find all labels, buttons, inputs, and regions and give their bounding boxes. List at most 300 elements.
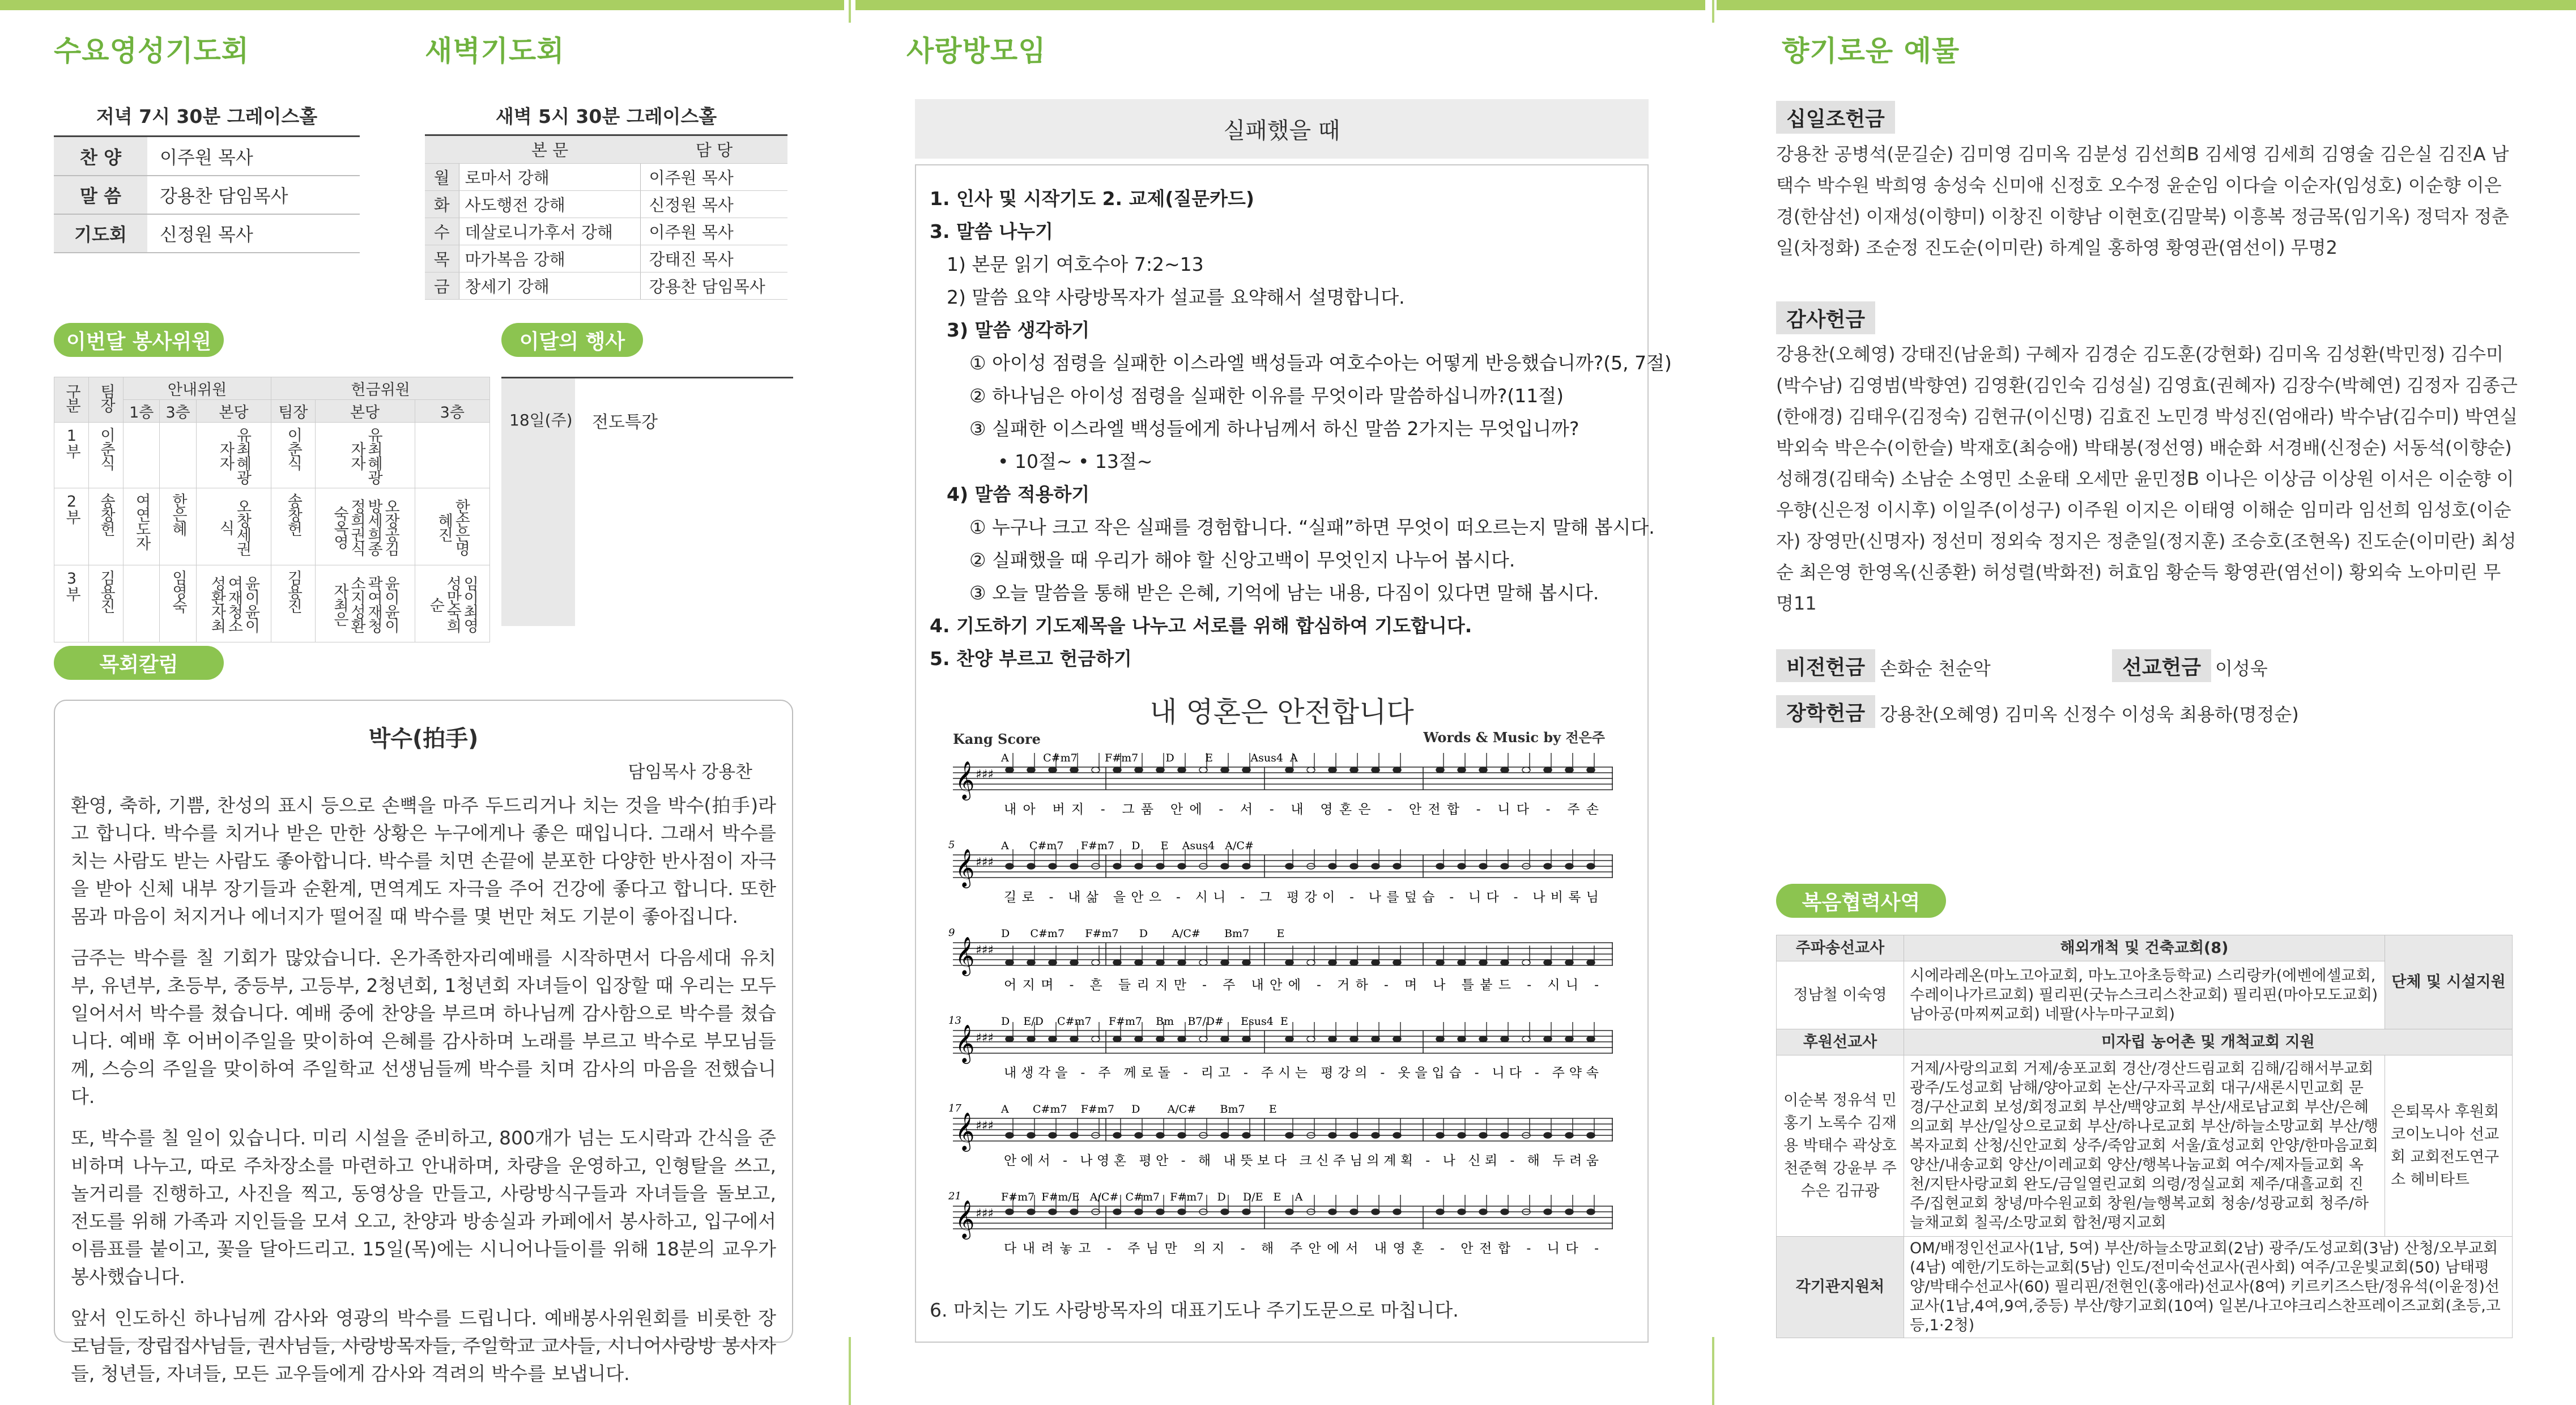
note-head bbox=[1436, 863, 1444, 869]
divider-top-2 bbox=[1712, 0, 1714, 23]
tithe-tag: 십일조헌금 bbox=[1776, 101, 1895, 134]
dawn-text: 사도행전 강해 bbox=[459, 190, 641, 218]
mt-r3-body: OM/배정인선교사(1남, 5여) 부산/하늘소망교회(2남) 광주/도성교회(3남) 산청/오부교회(4남) 예한/기도하는교회(5남) 인도/전미숙선교사(권사회) 여주/고운빛교회(50) 남태평양/박태수선교사(60) 필리핀/전현인(홍애라)선교사(8여) 키르키즈스탄/정유석(이윤정)선교사(1남,4여,9여,중등) 부산/향기교회(10여) 일본/나고야크리스찬프레이즈교회(초등,고등,1·2청) bbox=[1904, 1237, 2513, 1338]
mt-r1-overseas: 시에라레온(마노고아교회, 마노고아초등학교) 스리랑카(에벤에셀교회,수레이나가르교회) 필리핀(굿뉴스크리스찬교회) 필리핀(마아모도교회) 남아공(마찌찌교회) 네팔(사누마구교회) bbox=[1904, 961, 2385, 1029]
note-head bbox=[1092, 960, 1100, 965]
key-signature-icon: ♯♯♯ bbox=[976, 1031, 994, 1045]
note-head bbox=[1049, 1209, 1057, 1215]
dawn-text: 로마서 강해 bbox=[459, 163, 641, 190]
note-head bbox=[1458, 1132, 1466, 1138]
note-head bbox=[1135, 1036, 1143, 1042]
staff-cell-main2 bbox=[315, 565, 415, 642]
note-head bbox=[1049, 863, 1057, 869]
study-item: ① 누구나 크고 작은 실패를 경험합니다. “실패”하면 무엇이 떠오르는지 말해 봅시다. bbox=[969, 516, 1655, 538]
staff-cell-main bbox=[196, 488, 271, 565]
column-pill: 목회칼럼 bbox=[54, 646, 224, 680]
mt-r1-missionary: 정남철 이숙영 bbox=[1777, 961, 1904, 1029]
wed-row-label: 기도회 bbox=[54, 214, 147, 253]
note-head bbox=[1178, 1209, 1186, 1215]
note-head bbox=[1307, 767, 1315, 773]
note-head bbox=[1242, 1209, 1250, 1215]
note-head bbox=[1285, 1209, 1293, 1215]
note-head bbox=[1006, 1132, 1014, 1138]
staff-text-f3b: 임이최영성만숙희순 bbox=[427, 576, 479, 632]
note-head bbox=[1587, 863, 1595, 869]
note-head bbox=[1092, 767, 1100, 773]
staff-text-main2: 윤이윤이곽여재청소지성환자최은 bbox=[331, 576, 400, 632]
note-head bbox=[1350, 960, 1358, 965]
study-box bbox=[915, 164, 1672, 1343]
dawn-head-blank bbox=[425, 136, 459, 163]
dawn-text: 데살로니가후서 강해 bbox=[459, 218, 641, 245]
staff-cell-div bbox=[54, 488, 89, 565]
lyrics-line: 어지며 - 흔 들리지만 - 주 내안에 - 거하 - 며 나 틀붙드 - 시니 - bbox=[1004, 978, 1599, 993]
staff-text-div: 2부 bbox=[63, 493, 80, 523]
note-head bbox=[1156, 767, 1164, 773]
dawn-day: 금 bbox=[425, 272, 459, 299]
note-head bbox=[1501, 1036, 1509, 1042]
column-para-4: 앞서 인도하신 하나님께 감사와 영광의 박수를 드립니다. 예배봉사위원회를 비롯한 장로님들, 장립집사님들, 권사님들, 사랑방목자들, 주일학교 교사들, 시니어사랑방 봉사자들, 청년들, 자녀들, 모든 교우들에게 감사와 격려의 박수를 보냅니다. bbox=[71, 1307, 776, 1385]
note-head bbox=[1199, 1036, 1207, 1042]
staff-text-f3: 임영숙 bbox=[169, 570, 188, 612]
study-item: ② 실패했을 때 우리가 해야 할 신앙고백이 무엇인지 나누어 봅시다. bbox=[969, 549, 1515, 571]
dawn-service-block bbox=[425, 102, 787, 300]
staff-cell-main2 bbox=[315, 488, 415, 565]
top-bar-center bbox=[855, 0, 1705, 10]
note-head bbox=[1135, 1209, 1143, 1215]
note-head bbox=[1156, 863, 1164, 869]
column-para-3: 또, 박수를 칠 일이 있습니다. 미리 시설을 준비하고, 800개가 넘는 도시락과 간식을 준비하며 나누고, 따로 주차장소를 마련하고 안내하며, 차량을 운영하고, 인형탈을 쓰고, 놀거리를 진행하고, 사진을 찍고, 동영상을 만들고, 사랑방식구들과 자녀들을 돌보고, 전도를 위해 가족과 지인들을 모셔 오고, 찬양과 방송실과 카페에서 봉사하고, 입구에서 이름표를 붙이고, 꽃을 달아드리고. 15일(목)에는 시니어나들이를 위해 18분의 교우가 봉사했습니다. bbox=[71, 1127, 776, 1288]
note-head bbox=[1070, 1036, 1078, 1042]
note-head bbox=[1113, 863, 1121, 869]
bar-number: 5 bbox=[948, 839, 955, 851]
note-head bbox=[1587, 1132, 1595, 1138]
note-head bbox=[1479, 1036, 1487, 1042]
wed-caption: 저녁 7시 30분 그레이스홀 bbox=[54, 102, 360, 137]
treble-clef-icon: 𝄞 bbox=[955, 848, 975, 887]
note-head bbox=[1070, 767, 1078, 773]
staff-head-team: 팀장 bbox=[97, 384, 115, 412]
staff-cell-main bbox=[196, 565, 271, 642]
thanks-tag: 감사헌금 bbox=[1776, 301, 1875, 334]
note-head bbox=[1565, 767, 1573, 773]
key-signature-icon: ♯♯♯ bbox=[976, 943, 994, 957]
note-head bbox=[1092, 1036, 1100, 1042]
staff-head-f1: 1층 bbox=[124, 400, 160, 423]
note-head bbox=[1544, 1036, 1552, 1042]
dawn-day: 목 bbox=[425, 245, 459, 272]
study-item: 4) 말씀 적용하기 bbox=[947, 483, 1090, 505]
note-head bbox=[1565, 1036, 1573, 1042]
note-head bbox=[1587, 767, 1595, 773]
note-head bbox=[1329, 1132, 1336, 1138]
column-body bbox=[71, 791, 776, 1387]
note-head bbox=[1372, 863, 1379, 869]
chord-symbols: A C#m7 F#m7 D E Asus4 A/C# bbox=[1001, 840, 1254, 852]
staff-cell-f3b bbox=[415, 488, 489, 565]
note-head bbox=[1587, 1036, 1595, 1042]
staff-cell-leader bbox=[271, 565, 315, 642]
staff-text-main: 유최혜광자자 bbox=[216, 427, 252, 484]
song-title: 내 영혼은 안전합니다 bbox=[1149, 696, 1414, 729]
note-head bbox=[1285, 767, 1293, 773]
dawn-row bbox=[425, 272, 787, 299]
note-head bbox=[1544, 1209, 1552, 1215]
note-head bbox=[1242, 767, 1250, 773]
dawn-head-lead: 담 당 bbox=[641, 136, 787, 163]
column-para-1: 환영, 축하, 기쁨, 찬성의 표시 등으로 손뼉을 마주 두드리거나 치는 것을 박수(拍手)라고 합니다. 박수를 치거나 받은 만한 상황은 누구에게나 좋은 때입니다. 그래서 박수를 치는 사람도 받는 사람도 좋아합니다. 박수를 치면 손끝에 분포한 다양한 반사점이 자극을 받아 신체 내부 장기들과 순환계, 면역계도 자극을 주어 건강에 좋다고 합니다. 또한 몸과 마음이 처지거나 에너지가 떨어질 때 박수를 몇 번만 쳐도 기분이 좋아집니다. bbox=[71, 794, 776, 927]
mt-head-rural: 미자립 농어촌 및 개척교회 지원 bbox=[1904, 1029, 2513, 1055]
staff-text-team: 김용진 bbox=[97, 570, 115, 612]
note-head bbox=[1113, 1036, 1121, 1042]
staff-cell-leader bbox=[271, 488, 315, 565]
study-item: ① 아이성 점령을 실패한 이스라엘 백성들과 여호수아는 어떻게 반응했습니까?(5, 7절) bbox=[969, 352, 1672, 374]
staff-cell-f1 bbox=[124, 488, 160, 565]
note-head bbox=[1006, 767, 1014, 773]
wed-table bbox=[54, 137, 360, 253]
note-head bbox=[1522, 1036, 1530, 1042]
note-head bbox=[1565, 1209, 1573, 1215]
staff-head-main2: 본당 bbox=[315, 400, 415, 423]
vision-names: 손화순 천순악 bbox=[1880, 658, 1991, 679]
mt-head-overseas: 해외개척 및 건축교회(8) bbox=[1904, 935, 2385, 961]
mt-head-missionary: 주파송선교사 bbox=[1777, 935, 1904, 961]
staff-row bbox=[54, 565, 490, 642]
event-date: 18일(주) bbox=[509, 411, 573, 429]
staff-cell-f1 bbox=[124, 565, 160, 642]
dawn-row bbox=[425, 190, 787, 218]
note-head bbox=[1544, 1132, 1552, 1138]
dawn-row bbox=[425, 218, 787, 245]
note-head bbox=[1242, 1036, 1250, 1042]
dawn-table bbox=[425, 136, 787, 300]
note-head bbox=[1006, 1036, 1014, 1042]
staff-text-div: 3부 bbox=[63, 570, 80, 601]
staff-cell-div bbox=[54, 423, 89, 488]
bar-number: 17 bbox=[948, 1102, 961, 1114]
lyrics-line: 길로 - 내삶 을안으 - 시니 - 그 평강이 - 나를덮습 - 니다 - 나비록님 bbox=[1004, 890, 1599, 905]
dawn-lead: 강용찬 담임목사 bbox=[641, 272, 787, 299]
note-head bbox=[1479, 767, 1487, 773]
note-head bbox=[1436, 767, 1444, 773]
note-head bbox=[1027, 1036, 1035, 1042]
note-head bbox=[1393, 960, 1401, 965]
staff-head-guide: 안내위원 bbox=[124, 377, 271, 400]
staff-cell-team bbox=[89, 565, 124, 642]
staff-system bbox=[947, 1095, 1616, 1182]
key-signature-icon: ♯♯♯ bbox=[976, 1207, 994, 1221]
note-head bbox=[1329, 1036, 1336, 1042]
note-head bbox=[1501, 863, 1509, 869]
note-head bbox=[1178, 767, 1186, 773]
staff-row bbox=[54, 423, 490, 488]
note-head bbox=[1329, 960, 1336, 965]
staff-cell-f3b bbox=[415, 565, 489, 642]
mt-r2-supported: 이순복 정유석 민홍기 노록수 김재용 박태수 곽상호 천준혁 강윤부 주수은 김규광 bbox=[1777, 1055, 1904, 1237]
treble-clef-icon: 𝄞 bbox=[955, 936, 975, 974]
note-head bbox=[1458, 1036, 1466, 1042]
note-head bbox=[1221, 1036, 1229, 1042]
dawn-caption: 새벽 5시 30분 그레이스홀 bbox=[425, 102, 787, 136]
mt-r2-groups: 은퇴목사 후원회 코이노니아 선교회 교회전도연구소 헤비타트 bbox=[2385, 1055, 2513, 1237]
staff-cell-team bbox=[89, 488, 124, 565]
staff-text-leader: 송창헌 bbox=[284, 493, 303, 535]
dawn-prayer-title: 새벽기도회 bbox=[425, 35, 565, 67]
dawn-lead: 이주원 목사 bbox=[641, 163, 787, 190]
staff-cell-f3 bbox=[160, 488, 196, 565]
note-head bbox=[1501, 960, 1509, 965]
staff-system bbox=[947, 831, 1616, 919]
note-head bbox=[1006, 960, 1014, 965]
scholarship-names: 강용찬(오혜영) 김미옥 신정수 이성욱 최용하(명정순) bbox=[1880, 704, 2299, 725]
staff-cell-f3b bbox=[415, 423, 489, 488]
chord-symbols: D E/D C#m7 F#m7 Bm B7/D# Esus4 E bbox=[1001, 1015, 1288, 1028]
note-head bbox=[1070, 1209, 1078, 1215]
note-head bbox=[1544, 863, 1552, 869]
note-head bbox=[1285, 960, 1293, 965]
mission-table bbox=[1776, 935, 2513, 1338]
dawn-row bbox=[425, 245, 787, 272]
note-head bbox=[1199, 767, 1207, 773]
note-head bbox=[1436, 1209, 1444, 1215]
event-block bbox=[501, 377, 793, 626]
note-head bbox=[1285, 1132, 1293, 1138]
staff-system bbox=[947, 1182, 1616, 1270]
dawn-day: 화 bbox=[425, 190, 459, 218]
staff-row bbox=[54, 488, 490, 565]
note-head bbox=[1350, 863, 1358, 869]
note-head bbox=[1199, 960, 1207, 965]
missions-tag: 선교헌금 bbox=[2112, 649, 2211, 682]
note-head bbox=[1501, 767, 1509, 773]
note-head bbox=[1178, 1132, 1186, 1138]
missions-names: 이성욱 bbox=[2215, 658, 2268, 679]
note-head bbox=[1329, 1209, 1336, 1215]
note-head bbox=[1027, 960, 1035, 965]
song-score-left: Kang Score bbox=[953, 731, 1041, 747]
wed-row-label: 찬 양 bbox=[54, 137, 147, 176]
staff-text-div: 1부 bbox=[63, 427, 80, 458]
note-head bbox=[1436, 960, 1444, 965]
closing-prayer: 6. 마치는 기도 사랑방목자의 대표기도나 주기도문으로 마칩니다. bbox=[930, 1299, 1459, 1321]
note-head bbox=[1393, 1036, 1401, 1042]
wed-service-block bbox=[54, 102, 360, 253]
staff-cell-f1 bbox=[124, 423, 160, 488]
lyrics-line: 내아 버지 - 그품 안에 - 서 - 내 영혼은 - 안전합 - 니다 - 주손 bbox=[1004, 802, 1599, 817]
study-item: 1) 본문 읽기 여호수아 7:2~13 bbox=[947, 253, 1204, 275]
note-head bbox=[1178, 863, 1186, 869]
note-head bbox=[1027, 863, 1035, 869]
study-item: ③ 실패한 이스라엘 백성들에게 하나님께서 하신 말씀 2가지는 무엇입니까? bbox=[969, 418, 1579, 440]
study-item: 1. 인사 및 시작기도 2. 교제(질문카드) bbox=[930, 188, 1255, 210]
staff-text-leader: 김용진 bbox=[284, 570, 303, 612]
note-head bbox=[1006, 863, 1014, 869]
staff-cell-main2 bbox=[315, 423, 415, 488]
staff-table bbox=[54, 377, 490, 642]
note-head bbox=[1479, 960, 1487, 965]
study-item: 5. 찬양 부르고 헌금하기 bbox=[930, 648, 1132, 670]
note-head bbox=[1113, 767, 1121, 773]
note-head bbox=[1027, 1132, 1035, 1138]
note-head bbox=[1479, 863, 1487, 869]
staff-text-main2: 오장공김방세희종정희권식숙옥영 bbox=[331, 499, 400, 555]
staff-cell-team bbox=[89, 423, 124, 488]
dawn-row bbox=[425, 163, 787, 190]
note-head bbox=[1221, 767, 1229, 773]
wed-row bbox=[54, 214, 360, 253]
dawn-day: 수 bbox=[425, 218, 459, 245]
note-head bbox=[1156, 1036, 1164, 1042]
note-head bbox=[1544, 960, 1552, 965]
bar-number: 9 bbox=[948, 927, 955, 939]
note-head bbox=[1350, 767, 1358, 773]
note-head bbox=[1587, 1209, 1595, 1215]
study-item: • 10절~ • 13절~ bbox=[998, 450, 1153, 472]
cell-group-title: 사랑방모임 bbox=[906, 35, 1046, 67]
tithe-names: 강용찬 공병석(문길순) 김미영 김미옥 김분성 김선희B 김세영 김세희 김영술 김은실 김진A 남택수 박수원 박희영 송성숙 신미애 신정호 오수정 윤순임 이다슬 이순자(임성호) 이순향 이은경(한삼선) 이재성(이향미) 이창진 이향남 이현호(김말북) 이흥복 정금목(임기옥) 정덕자 정춘일(차정화) 조순정 진도순(이미란) 하계일 홍하영 황영관(염선이) 무명2 bbox=[1776, 143, 2510, 258]
lyrics-line: 다내려놓고 - 주님만 의지 - 해 주안에서 내영혼 - 안전합 - 니다 - bbox=[1004, 1241, 1599, 1256]
note-head bbox=[1027, 1209, 1035, 1215]
note-head bbox=[1372, 1036, 1379, 1042]
note-head bbox=[1113, 1132, 1121, 1138]
top-bar-left bbox=[0, 0, 844, 10]
column-author: 담임목사 강용찬 bbox=[628, 762, 752, 782]
staff-head-offering: 헌금위원 bbox=[271, 377, 490, 400]
thanks-names: 강용찬(오혜영) 강태진(남윤희) 구혜자 김경순 김도훈(강현화) 김미옥 김성환(박민정) 김수미(박수남) 김영범(박향연) 김영환(김인숙 김성실) 김영효(권혜자) 김장수(박혜연) 김정자 김종근(한애경) 김태우(김정숙) 김현규(이신명) 김효진 노민경 박성진(엄애라) 박수남(김수미) 박연실 박외숙 박은수(이한슬) 박재호(최승애) 박태봉(정선영) 배순화 서경배(신정순) 서동석(이향순) 성해경(김태숙) 소남순 소영민 소윤태 오세만 윤민정B 이나은 이상금 이상원 이서은 이순향 이우향(신은정 이시후) 이일주(이성구) 이주원 이지은 이태영 이해순 임미라 임선희 임성호(이순자) 장영만(신명자) 정선미 정외숙 정지은 정춘일(정지훈) 조승호(조현옥) 진도순(이미란) 최성순 최은영 한영옥(신종환) 허성렬(박화전) 허효임 황순득 황영관(염선이) 황외숙 노아미린 무명11 bbox=[1776, 343, 2518, 614]
note-head bbox=[1436, 1036, 1444, 1042]
event-name: 전도특강 bbox=[592, 412, 658, 432]
dawn-text: 창세기 강해 bbox=[459, 272, 641, 299]
note-head bbox=[1285, 1036, 1293, 1042]
study-item: ② 하나님은 아이성 점령을 실패한 이유를 무엇이라 말씀하십니까?(11절) bbox=[969, 385, 1564, 407]
staff-head-leader: 팀장 bbox=[271, 400, 315, 423]
note-head bbox=[1372, 767, 1379, 773]
note-head bbox=[1006, 1209, 1014, 1215]
staff-cell-div bbox=[54, 565, 89, 642]
note-head bbox=[1221, 863, 1229, 869]
column-para-2: 금주는 박수를 칠 기회가 많았습니다. 온가족한자리예배를 시작하면서 다음세대 유치부, 유년부, 초등부, 중등부, 고등부, 2청년회, 1청년회 자녀들이 입장할 때 우리는 모두 일어서서 박수를 쳤습니다. 예배 중에 찬양을 부르며 하나님께 감사함으로 박수를 쳤습니다. 예배 후 어버이주일을 맞이하여 은혜를 감사하며 노래를 부르고 박수로 부모님들께, 스승의 주일을 맞이하여 주일학교 선생님들께 박수를 치며 감사의 마음을 전했습니다. bbox=[71, 947, 776, 1108]
note-head bbox=[1027, 767, 1035, 773]
staff-cell-leader bbox=[271, 423, 315, 488]
note-head bbox=[1393, 1132, 1401, 1138]
staff-cell-f3 bbox=[160, 423, 196, 488]
treble-clef-icon: 𝄞 bbox=[955, 1199, 975, 1238]
note-head bbox=[1049, 960, 1057, 965]
treble-clef-icon: 𝄞 bbox=[955, 1112, 975, 1150]
bar-number: 21 bbox=[948, 1190, 961, 1202]
note-head bbox=[1350, 1036, 1358, 1042]
staff-text-main2: 유최혜광자자 bbox=[348, 427, 383, 484]
note-head bbox=[1587, 960, 1595, 965]
dawn-day: 월 bbox=[425, 163, 459, 190]
note-head bbox=[1113, 960, 1121, 965]
divider-bottom-2 bbox=[1712, 1337, 1714, 1405]
staff-cell-f3 bbox=[160, 565, 196, 642]
mission-pill: 복음협력사역 bbox=[1776, 884, 1946, 918]
note-head bbox=[1070, 1132, 1078, 1138]
study-item: 3. 말씀 나누기 bbox=[930, 220, 1053, 242]
mt-r3-head: 각기관지원처 bbox=[1777, 1237, 1904, 1338]
note-head bbox=[1393, 1209, 1401, 1215]
note-head bbox=[1285, 863, 1293, 869]
staff-text-leader: 이춘식 bbox=[284, 427, 303, 470]
dawn-lead: 강태진 목사 bbox=[641, 245, 787, 272]
top-bar-right bbox=[1717, 0, 2576, 10]
staff-system bbox=[947, 743, 1616, 831]
chord-symbols: A C#m7 F#m7 D A/C# Bm7 E bbox=[1001, 1103, 1277, 1116]
staff-text-main: 오창세권식 bbox=[216, 499, 252, 555]
lyrics-line: 안에서 - 나영혼 평안 - 해 내뜻보다 크신주님의계획 - 나 신뢰 - 해 두려움 bbox=[1004, 1153, 1599, 1168]
wed-row-value: 신정원 목사 bbox=[147, 214, 360, 253]
note-head bbox=[1221, 1209, 1229, 1215]
note-head bbox=[1242, 1132, 1250, 1138]
chord-symbols: A C#m7 F#m7 D E Asus4 A bbox=[1001, 752, 1298, 764]
key-signature-icon: ♯♯♯ bbox=[976, 855, 994, 870]
staff-cell-main bbox=[196, 423, 271, 488]
note-head bbox=[1221, 960, 1229, 965]
staff-text-team: 이춘식 bbox=[97, 427, 115, 470]
note-head bbox=[1372, 1209, 1379, 1215]
note-head bbox=[1350, 1132, 1358, 1138]
staff-system bbox=[947, 1007, 1616, 1095]
study-item: 2) 말씀 요약 사랑방목자가 설교를 요약해서 설명합니다. bbox=[947, 286, 1405, 308]
note-head bbox=[1113, 1209, 1121, 1215]
note-head bbox=[1479, 1209, 1487, 1215]
note-head bbox=[1372, 1132, 1379, 1138]
note-head bbox=[1156, 1209, 1164, 1215]
note-head bbox=[1049, 1036, 1057, 1042]
wed-row-value: 강용찬 담임목사 bbox=[147, 176, 360, 214]
divider-top-1 bbox=[849, 0, 851, 23]
note-head bbox=[1156, 1132, 1164, 1138]
note-head bbox=[1501, 1132, 1509, 1138]
event-pill: 이달의 행사 bbox=[501, 323, 643, 357]
study-item: 4. 기도하기 기도제목을 나누고 서로를 위해 합심하여 기도합니다. bbox=[930, 615, 1472, 637]
staff-head-f3: 3층 bbox=[160, 400, 196, 423]
note-head bbox=[1565, 960, 1573, 965]
staff-text-f3b: 한손은명혜진 bbox=[435, 499, 470, 555]
wed-row-label: 말 씀 bbox=[54, 176, 147, 214]
staff-system bbox=[947, 919, 1616, 1007]
study-title: 실패했을 때 bbox=[1223, 118, 1340, 144]
note-head bbox=[1458, 863, 1466, 869]
lyrics-line: 내생각을 - 주 께로돌 - 리고 - 주시는 평강의 - 옷을입습 - 니다 - 주약속 bbox=[1004, 1066, 1599, 1080]
note-head bbox=[1372, 960, 1379, 965]
wed-row bbox=[54, 137, 360, 176]
note-head bbox=[1178, 960, 1186, 965]
note-head bbox=[1544, 767, 1552, 773]
treble-clef-icon: 𝄞 bbox=[955, 760, 975, 799]
note-head bbox=[1242, 863, 1250, 869]
note-head bbox=[1458, 1209, 1466, 1215]
note-head bbox=[1178, 1036, 1186, 1042]
offering-title: 향기로운 예물 bbox=[1782, 35, 1960, 67]
mt-head-supported: 후원선교사 bbox=[1777, 1029, 1904, 1055]
note-head bbox=[1135, 863, 1143, 869]
key-signature-icon: ♯♯♯ bbox=[976, 1119, 994, 1133]
dawn-head-text: 본 문 bbox=[459, 136, 641, 163]
dawn-lead: 이주원 목사 bbox=[641, 218, 787, 245]
staff-head-main: 본당 bbox=[196, 400, 271, 423]
note-head bbox=[1135, 767, 1143, 773]
wed-row-value: 이주원 목사 bbox=[147, 137, 360, 176]
wed-prayer-title: 수요영성기도회 bbox=[54, 35, 250, 67]
note-head bbox=[1329, 767, 1336, 773]
staff-text-main: 윤이윤이여재청소성환자최 bbox=[208, 576, 260, 632]
divider-bottom-1 bbox=[849, 1337, 851, 1405]
note-head bbox=[1049, 767, 1057, 773]
note-head bbox=[1156, 960, 1164, 965]
